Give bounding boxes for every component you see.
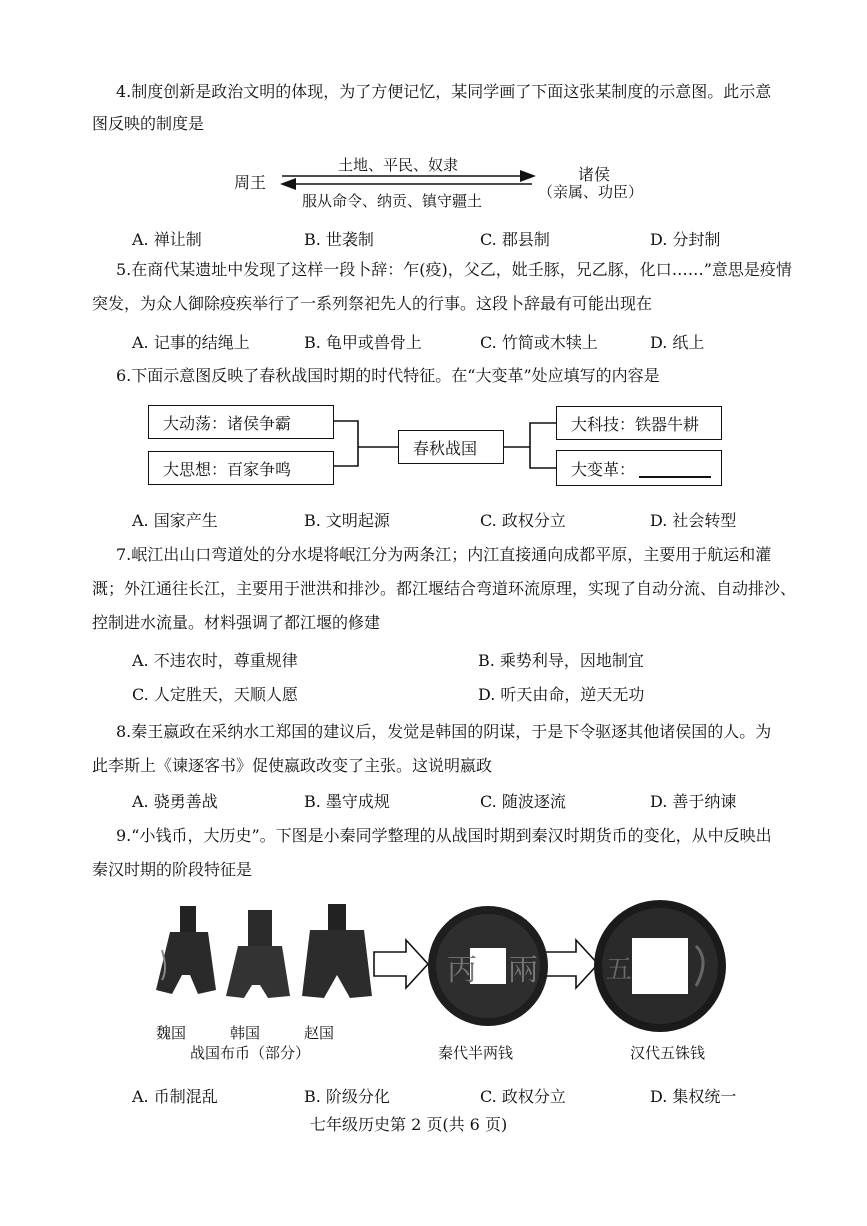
- q6-option-c[interactable]: C. 政权分立: [480, 511, 566, 530]
- q9-option-b[interactable]: B. 阶级分化: [304, 1087, 390, 1106]
- hollow-arrow-icon: [374, 940, 428, 988]
- label-qin-coin: 秦代半两钱: [438, 1044, 514, 1062]
- wuzhu-coin-icon: [594, 900, 726, 1032]
- q6-box-technology: 大科技：铁器牛耕: [556, 406, 722, 440]
- q5-stem-line1: 5.在商代某遗址中发现了这样一段卜辞：乍(疫)，父乙，妣壬豚，兄乙豚，化口……”意思是疫情: [116, 260, 792, 279]
- q6-fill-blank: [639, 458, 711, 478]
- q8-option-b[interactable]: B. 墨守成规: [304, 792, 390, 811]
- spade-coin-icon: [226, 910, 290, 998]
- q9-option-a[interactable]: A. 币制混乱: [132, 1087, 218, 1106]
- q9-option-c[interactable]: C. 政权分立: [480, 1087, 566, 1106]
- q4-top-arrow-label: 土地、平民、奴隶: [338, 156, 459, 174]
- q4-right-node: 诸侯: [578, 165, 611, 184]
- page-footer: 七年级历史第 2 页(共 6 页): [310, 1115, 508, 1134]
- q7-stem-line1: 7.岷江出山口弯道处的分水堤将岷江分为两条江；内江直接通向成都平原，主要用于航运和灌: [116, 545, 772, 564]
- svg-text:兩: 兩: [508, 953, 538, 988]
- q5-option-b[interactable]: B. 龟甲或兽骨上: [304, 333, 422, 352]
- q4-option-b[interactable]: B. 世袭制: [304, 230, 374, 249]
- q8-option-a[interactable]: A. 骁勇善战: [132, 792, 218, 811]
- q4-option-c[interactable]: C. 郡县制: [480, 230, 550, 249]
- q4-option-d[interactable]: D. 分封制: [650, 230, 721, 249]
- q5-option-c[interactable]: C. 竹简或木犊上: [480, 333, 598, 352]
- q6-option-a[interactable]: A. 国家产生: [132, 511, 218, 530]
- q5-option-a[interactable]: A. 记事的结绳上: [132, 333, 250, 352]
- q4-left-node: 周王: [234, 173, 267, 192]
- q7-option-c[interactable]: C. 人定胜天，天顺人愿: [132, 685, 298, 704]
- q6-option-b[interactable]: B. 文明起源: [304, 511, 390, 530]
- spade-coin-icon: [156, 906, 216, 994]
- q8-option-d[interactable]: D. 善于纳谏: [650, 792, 737, 811]
- q9-stem-line2: 秦汉时期的阶段特征是: [92, 860, 253, 879]
- label-zhao: 赵国: [304, 1024, 335, 1042]
- label-han-state: 韩国: [230, 1024, 261, 1042]
- q6-box-reform: [556, 450, 722, 486]
- q6-box-center: 春秋战国: [398, 430, 504, 464]
- banliang-coin-icon: [428, 906, 548, 1026]
- spade-coin-icon: [302, 904, 372, 998]
- svg-text:丙: 丙: [447, 953, 477, 988]
- label-wei: 魏国: [156, 1024, 187, 1042]
- q5-stem-line2: 突发，为众人御除疫疾举行了一系列祭祀先人的行事。这段卜辞最有可能出现在: [92, 294, 653, 313]
- q5-option-d[interactable]: D. 纸上: [650, 333, 705, 352]
- q7-stem-line2: 溉；外江通往长江，主要用于泄洪和排沙。都江堰结合弯道环流原理，实现了自动分流、自动排沙、: [92, 579, 797, 598]
- q6-box-upheaval: 大动荡：诸侯争霸: [148, 405, 334, 439]
- q7-option-d[interactable]: D. 听天由命，逆天无功: [478, 685, 645, 704]
- label-spade-coins: 战国布币（部分）: [190, 1044, 311, 1062]
- q4-stem-line2: 图反映的制度是: [92, 114, 205, 133]
- q6-option-d[interactable]: D. 社会转型: [650, 511, 737, 530]
- q6-box-reform-label: 大变革：: [571, 459, 636, 479]
- svg-text:五: 五: [606, 955, 633, 985]
- q7-option-a[interactable]: A. 不违农时，尊重规律: [132, 651, 298, 670]
- q7-stem-line3: 控制进水流量。材料强调了都江堰的修建: [92, 613, 381, 632]
- q4-bottom-arrow-label: 服从命令、纳贡、镇守疆土: [302, 192, 483, 210]
- q4-right-node-sub: （亲属、功臣）: [538, 183, 644, 201]
- q8-stem-line2: 此李斯上《谏逐客书》促使嬴政改变了主张。这说明嬴政: [92, 756, 493, 775]
- q9-option-d[interactable]: D. 集权统一: [650, 1087, 737, 1106]
- q6-stem-line1: 6.下面示意图反映了春秋战国时期的时代特征。在“大变革”处应填写的内容是: [116, 366, 660, 385]
- q4-option-a[interactable]: A. 禅让制: [132, 230, 202, 249]
- q4-stem-line1: 4.制度创新是政治文明的体现，为了方便记忆，某同学画了下面这张某制度的示意图。此示意: [116, 82, 772, 101]
- q8-stem-line1: 8.秦王嬴政在采纳水工郑国的建议后，发觉是韩国的阴谋，于是下令驱逐其他诸侯国的人。为: [116, 722, 772, 741]
- hollow-arrow-icon: [544, 940, 598, 988]
- q9-stem-line1: 9.“小钱币，大历史”。下图是小秦同学整理的从战国时期到秦汉时期货币的变化，从中反映出: [116, 826, 772, 845]
- q6-box-thought: 大思想：百家争鸣: [148, 451, 334, 485]
- label-han-coin: 汉代五铢钱: [630, 1044, 706, 1062]
- q8-option-c[interactable]: C. 随波逐流: [480, 792, 566, 811]
- q7-option-b[interactable]: B. 乘势利导，因地制宜: [478, 651, 644, 670]
